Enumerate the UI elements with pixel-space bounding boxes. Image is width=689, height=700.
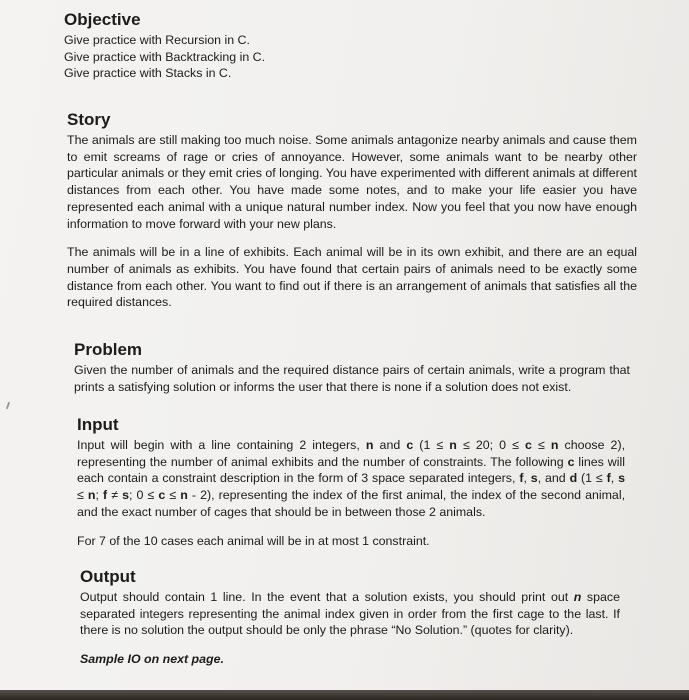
objective-heading: Objective [64, 10, 141, 29]
problem-text: Given the number of animals and the required distance pairs of certain animals, write a program that prints a satisfying solution or informs the user that there is none if a solution does not exist. [74, 363, 630, 394]
story-heading: Story [67, 110, 111, 129]
objective-section [64, 10, 624, 82]
objective-item: Give practice with Backtracking in C. [64, 49, 266, 64]
input-section [77, 415, 625, 549]
output-text: Output should contain 1 line. In the event that a solution exists, you should print out n space separated integers representing the animal index given in order from the first cage to the last. If there is no solution the output should be only the phrase “No Solution.” (quotes for clarity). [80, 590, 620, 638]
output-heading: Output [80, 567, 136, 586]
story-paragraph-1: The animals are still making too much noise. Some animals antagonize nearby animals and cause them to emit screams of rage or cries of annoyance. However, some animals want to be nearby other particular animals or they emit cries of longing. You have experimented with different animals at different distances from each other. You have made some notes, and to make your life easier you have represented each animal with a unique natural number index. Now you feel that you now have enough information to move forward with your new plans. [67, 133, 637, 231]
input-paragraph-1: Input will begin with a line containing 2 integers, n and c (1 ≤ n ≤ 20; 0 ≤ c ≤ n choose 2), representing the number of animal exhibits and the number of constraints. The following c lines will each contain a constraint description in the form of 3 space separated integers, f, s, and d (1 ≤ f, s ≤ n; f ≠ s; 0 ≤ c ≤ n - 2), representing the index of the first animal, the index of the second animal, and the exact number of cages that should be in between those 2 animals. [77, 438, 626, 519]
input-paragraph-2: For 7 of the 10 cases each animal will be in at most 1 constraint. [77, 533, 430, 548]
objective-item: Give practice with Recursion in C. [64, 33, 250, 47]
problem-section [74, 340, 630, 395]
problem-heading: Problem [74, 340, 143, 359]
story-paragraph-2: The animals will be in a line of exhibits. Each animal will be in its own exhibit, and there are an equal number of animals as exhibits. You have found that certain pairs of animals need to be exactly some distance from each other. You want to find out if there is an arrangement of animals that satisfies all the required distances. [67, 245, 637, 310]
page-bottom-edge [0, 690, 689, 700]
input-heading: Input [77, 415, 119, 434]
pen-mark [6, 402, 10, 409]
output-section [80, 567, 620, 668]
sample-io-note: Sample IO on next page. [80, 652, 224, 667]
objective-item: Give practice with Stacks in C. [64, 66, 232, 81]
story-section [67, 110, 637, 311]
